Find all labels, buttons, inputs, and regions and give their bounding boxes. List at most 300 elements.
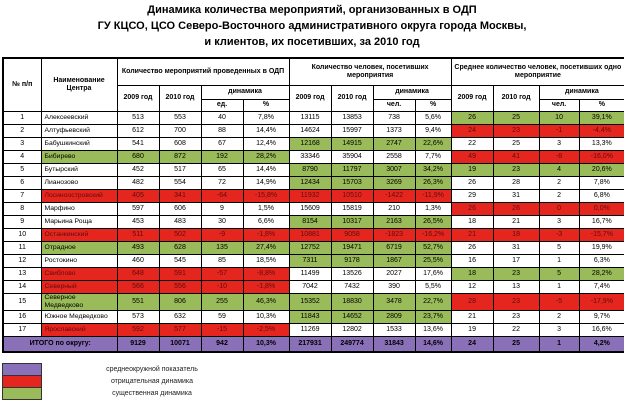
total-cell-c4: 10,3%	[243, 336, 289, 352]
total-cell-c8: 14,6%	[415, 336, 451, 352]
total-cell-c11: 1	[539, 336, 579, 352]
table-row	[3, 177, 624, 190]
data-cell-r6c4: 14,9%	[243, 177, 289, 190]
data-cell-r5c9: 19	[451, 164, 493, 177]
data-cell-r6c11: 2	[539, 177, 579, 190]
data-cell-r10c2: 502	[159, 229, 201, 242]
data-cell-r1c12: 39,1%	[579, 112, 624, 125]
table-header	[3, 58, 624, 112]
total-cell-c3: 942	[201, 336, 243, 352]
data-cell-r16c8: 23,7%	[415, 310, 451, 323]
row-number: 12	[3, 255, 41, 268]
table-row	[3, 112, 624, 125]
data-cell-r12c8: 25,5%	[415, 255, 451, 268]
data-cell-r3c4: 12,4%	[243, 138, 289, 151]
data-cell-r8c9: 26	[451, 203, 493, 216]
data-cell-r7c11: 2	[539, 190, 579, 203]
data-cell-r13c6: 13526	[331, 268, 373, 281]
legend-label: среднеокружной показатель	[106, 366, 198, 373]
data-cell-r2c1: 612	[117, 125, 159, 138]
data-cell-r2c7: 1373	[373, 125, 415, 138]
data-cell-r10c12: -15,7%	[579, 229, 624, 242]
page-title	[0, 0, 624, 51]
data-cell-r5c5: 8790	[289, 164, 331, 177]
center-name: Алтуфьевский	[41, 125, 117, 138]
table-row	[3, 281, 624, 294]
data-cell-r16c2: 632	[159, 310, 201, 323]
data-cell-r1c7: 738	[373, 112, 415, 125]
legend	[2, 364, 402, 400]
row-number: 1	[3, 112, 41, 125]
total-cell-c10: 25	[493, 336, 539, 352]
data-cell-r6c10: 28	[493, 177, 539, 190]
data-cell-r13c11: 5	[539, 268, 579, 281]
table-row	[3, 138, 624, 151]
data-cell-r6c3: 72	[201, 177, 243, 190]
data-cell-r15c6: 18830	[331, 294, 373, 311]
data-cell-r12c4: 18,5%	[243, 255, 289, 268]
data-cell-r15c2: 806	[159, 294, 201, 311]
data-cell-r12c12: 6,3%	[579, 255, 624, 268]
table-row	[3, 323, 624, 336]
row-number: 11	[3, 242, 41, 255]
report-table	[2, 57, 624, 353]
header-visitors-pct: %	[415, 100, 451, 112]
header-events-2009: 2009 год	[117, 86, 159, 112]
header-visitors-2009: 2009 год	[289, 86, 331, 112]
data-cell-r11c7: 6719	[373, 242, 415, 255]
data-cell-r4c10: 41	[493, 151, 539, 164]
data-cell-r2c3: 88	[201, 125, 243, 138]
table-row	[3, 268, 624, 281]
data-cell-r15c7: 3478	[373, 294, 415, 311]
data-cell-r14c4: -1,8%	[243, 281, 289, 294]
header-events-pct: %	[243, 100, 289, 112]
data-cell-r8c3: 9	[201, 203, 243, 216]
data-cell-r3c11: 3	[539, 138, 579, 151]
data-cell-r15c3: 255	[201, 294, 243, 311]
data-cell-r11c2: 628	[159, 242, 201, 255]
data-cell-r8c4: 1,5%	[243, 203, 289, 216]
data-cell-r8c2: 606	[159, 203, 201, 216]
data-cell-r12c11: 1	[539, 255, 579, 268]
center-name: Марфино	[41, 203, 117, 216]
header-events-unit: ед.	[201, 100, 243, 112]
data-cell-r7c4: -15,8%	[243, 190, 289, 203]
row-number: 9	[3, 216, 41, 229]
data-cell-r1c2: 553	[159, 112, 201, 125]
center-name: Ростокино	[41, 255, 117, 268]
legend-swatch-green	[2, 387, 42, 400]
header-average-2010: 2010 год	[493, 86, 539, 112]
data-cell-r1c3: 40	[201, 112, 243, 125]
data-cell-r4c11: -8	[539, 151, 579, 164]
data-cell-r13c5: 11499	[289, 268, 331, 281]
data-cell-r14c2: 556	[159, 281, 201, 294]
data-cell-r13c12: 28,2%	[579, 268, 624, 281]
total-cell-c1: 9129	[117, 336, 159, 352]
data-cell-r16c11: 2	[539, 310, 579, 323]
data-cell-r9c5: 8154	[289, 216, 331, 229]
data-cell-r9c4: 6,6%	[243, 216, 289, 229]
center-name: Бабушкинский	[41, 138, 117, 151]
data-cell-r15c4: 46,3%	[243, 294, 289, 311]
table-row	[3, 242, 624, 255]
data-cell-r10c4: -1,8%	[243, 229, 289, 242]
data-cell-r8c6: 15819	[331, 203, 373, 216]
header-average-unit: чел.	[539, 100, 579, 112]
total-row	[3, 336, 624, 352]
center-name: Свиблово	[41, 268, 117, 281]
data-cell-r9c7: 2163	[373, 216, 415, 229]
data-cell-r13c7: 2027	[373, 268, 415, 281]
row-number: 4	[3, 151, 41, 164]
data-cell-r8c10: 26	[493, 203, 539, 216]
data-cell-r10c6: 9058	[331, 229, 373, 242]
center-name: Северное Медведково	[41, 294, 117, 311]
total-cell-c5: 217931	[289, 336, 331, 352]
data-cell-r6c12: 7,8%	[579, 177, 624, 190]
data-cell-r16c12: 9,7%	[579, 310, 624, 323]
table-row	[3, 190, 624, 203]
header-events-2010: 2010 год	[159, 86, 201, 112]
data-cell-r16c4: 10,3%	[243, 310, 289, 323]
data-cell-r17c10: 22	[493, 323, 539, 336]
data-cell-r4c4: 28,2%	[243, 151, 289, 164]
total-cell-c9: 24	[451, 336, 493, 352]
data-cell-r2c8: 9,4%	[415, 125, 451, 138]
table-row	[3, 255, 624, 268]
legend-label: существенная динамика	[112, 390, 192, 397]
data-cell-r17c2: 577	[159, 323, 201, 336]
data-cell-r9c3: 30	[201, 216, 243, 229]
data-cell-r5c7: 3007	[373, 164, 415, 177]
data-cell-r10c7: -1823	[373, 229, 415, 242]
data-cell-r5c2: 517	[159, 164, 201, 177]
data-cell-r2c9: 24	[451, 125, 493, 138]
data-cell-r14c1: 566	[117, 281, 159, 294]
data-cell-r12c1: 460	[117, 255, 159, 268]
data-cell-r16c5: 11843	[289, 310, 331, 323]
center-name: Бибирево	[41, 151, 117, 164]
data-cell-r11c10: 31	[493, 242, 539, 255]
data-cell-r10c11: -3	[539, 229, 579, 242]
data-cell-r6c1: 482	[117, 177, 159, 190]
data-cell-r9c9: 18	[451, 216, 493, 229]
data-cell-r13c4: -8,8%	[243, 268, 289, 281]
data-cell-r6c9: 26	[451, 177, 493, 190]
data-cell-r14c10: 13	[493, 281, 539, 294]
data-cell-r4c2: 872	[159, 151, 201, 164]
data-cell-r3c12: 13,3%	[579, 138, 624, 151]
data-cell-r10c5: 10881	[289, 229, 331, 242]
data-cell-r4c1: 680	[117, 151, 159, 164]
total-label: ИТОГО по округу:	[3, 336, 117, 352]
row-number: 3	[3, 138, 41, 151]
data-cell-r12c5: 7311	[289, 255, 331, 268]
row-number: 5	[3, 164, 41, 177]
data-cell-r15c8: 22,7%	[415, 294, 451, 311]
data-cell-r10c9: 21	[451, 229, 493, 242]
center-name: Северный	[41, 281, 117, 294]
total-cell-c2: 10071	[159, 336, 201, 352]
data-cell-r4c7: 2558	[373, 151, 415, 164]
row-number: 8	[3, 203, 41, 216]
center-name: Отрадное	[41, 242, 117, 255]
data-cell-r8c12: 0,0%	[579, 203, 624, 216]
data-cell-r6c2: 554	[159, 177, 201, 190]
data-cell-r11c9: 26	[451, 242, 493, 255]
data-cell-r9c8: 26,5%	[415, 216, 451, 229]
data-cell-r9c1: 453	[117, 216, 159, 229]
center-name: Южное Медведково	[41, 310, 117, 323]
data-cell-r7c10: 31	[493, 190, 539, 203]
data-cell-r7c8: -11,9%	[415, 190, 451, 203]
data-cell-r14c5: 7042	[289, 281, 331, 294]
data-cell-r5c6: 11797	[331, 164, 373, 177]
data-cell-r13c2: 591	[159, 268, 201, 281]
data-cell-r3c3: 67	[201, 138, 243, 151]
data-cell-r10c10: 18	[493, 229, 539, 242]
table-row	[3, 229, 624, 242]
data-cell-r7c3: -64	[201, 190, 243, 203]
table-row	[3, 310, 624, 323]
title-line-1: Динамика количества мероприятий, организованных в ОДП	[147, 4, 477, 16]
data-cell-r9c6: 10317	[331, 216, 373, 229]
data-cell-r2c6: 15997	[331, 125, 373, 138]
data-cell-r9c11: 3	[539, 216, 579, 229]
data-cell-r1c1: 513	[117, 112, 159, 125]
header-visitors-2010: 2010 год	[331, 86, 373, 112]
center-name: Останкинский	[41, 229, 117, 242]
data-cell-r11c8: 52,7%	[415, 242, 451, 255]
data-cell-r6c7: 3269	[373, 177, 415, 190]
data-cell-r14c3: -10	[201, 281, 243, 294]
data-cell-r11c3: 135	[201, 242, 243, 255]
row-number: 13	[3, 268, 41, 281]
row-number: 7	[3, 190, 41, 203]
data-cell-r5c12: 20,6%	[579, 164, 624, 177]
data-cell-r1c10: 25	[493, 112, 539, 125]
row-number: 16	[3, 310, 41, 323]
data-cell-r13c9: 18	[451, 268, 493, 281]
header-events-dynamics: динамика	[201, 86, 289, 100]
data-cell-r16c6: 14652	[331, 310, 373, 323]
data-cell-r3c9: 22	[451, 138, 493, 151]
row-number: 17	[3, 323, 41, 336]
data-cell-r4c5: 33346	[289, 151, 331, 164]
data-cell-r7c1: 405	[117, 190, 159, 203]
data-cell-r12c7: 1867	[373, 255, 415, 268]
data-cell-r2c2: 700	[159, 125, 201, 138]
data-cell-r1c8: 5,6%	[415, 112, 451, 125]
data-cell-r17c5: 11269	[289, 323, 331, 336]
data-cell-r11c6: 19471	[331, 242, 373, 255]
data-cell-r16c1: 573	[117, 310, 159, 323]
row-number: 10	[3, 229, 41, 242]
data-cell-r11c1: 493	[117, 242, 159, 255]
data-cell-r12c10: 17	[493, 255, 539, 268]
data-cell-r6c6: 15703	[331, 177, 373, 190]
data-cell-r5c4: 14,4%	[243, 164, 289, 177]
data-cell-r4c6: 35904	[331, 151, 373, 164]
legend-item	[2, 387, 402, 400]
row-number: 14	[3, 281, 41, 294]
data-cell-r6c8: 26,3%	[415, 177, 451, 190]
data-cell-r5c10: 23	[493, 164, 539, 177]
header-num: № п/п	[3, 58, 41, 112]
data-cell-r17c12: 16,6%	[579, 323, 624, 336]
data-cell-r7c5: 11932	[289, 190, 331, 203]
data-cell-r1c6: 13853	[331, 112, 373, 125]
data-cell-r11c11: 5	[539, 242, 579, 255]
data-cell-r14c6: 7432	[331, 281, 373, 294]
data-cell-r17c11: 3	[539, 323, 579, 336]
data-cell-r15c10: 23	[493, 294, 539, 311]
data-cell-r14c11: 1	[539, 281, 579, 294]
data-cell-r14c8: 5,5%	[415, 281, 451, 294]
data-cell-r16c10: 23	[493, 310, 539, 323]
data-cell-r11c5: 12752	[289, 242, 331, 255]
table-body	[3, 112, 624, 352]
data-cell-r7c7: -1422	[373, 190, 415, 203]
data-cell-r7c6: 10510	[331, 190, 373, 203]
data-cell-r5c11: 4	[539, 164, 579, 177]
data-cell-r4c3: 192	[201, 151, 243, 164]
table-row	[3, 294, 624, 311]
header-visitors-dynamics: динамика	[373, 86, 451, 100]
data-cell-r8c11: 0	[539, 203, 579, 216]
data-cell-r16c9: 21	[451, 310, 493, 323]
data-cell-r9c10: 21	[493, 216, 539, 229]
header-center-name: Наименование Центра	[41, 58, 117, 112]
data-cell-r6c5: 12434	[289, 177, 331, 190]
data-cell-r8c7: 210	[373, 203, 415, 216]
data-cell-r14c7: 390	[373, 281, 415, 294]
center-name: Лианозово	[41, 177, 117, 190]
data-cell-r3c1: 541	[117, 138, 159, 151]
row-number: 6	[3, 177, 41, 190]
data-cell-r2c5: 14624	[289, 125, 331, 138]
data-cell-r8c8: 1,3%	[415, 203, 451, 216]
data-cell-r4c8: 7,7%	[415, 151, 451, 164]
data-cell-r12c3: 85	[201, 255, 243, 268]
legend-label: отрицательная динамика	[110, 378, 194, 385]
data-cell-r7c12: 6,8%	[579, 190, 624, 203]
data-cell-r5c8: 34,2%	[415, 164, 451, 177]
center-name: Ярославский	[41, 323, 117, 336]
data-cell-r5c3: 65	[201, 164, 243, 177]
row-number: 2	[3, 125, 41, 138]
data-cell-r15c1: 551	[117, 294, 159, 311]
data-cell-r13c3: -57	[201, 268, 243, 281]
data-cell-r12c6: 9178	[331, 255, 373, 268]
data-cell-r16c3: 59	[201, 310, 243, 323]
title-line-3: и клиентов, их посетивших, за 2010 год	[204, 35, 420, 48]
data-cell-r7c9: 29	[451, 190, 493, 203]
data-cell-r10c1: 511	[117, 229, 159, 242]
data-cell-r3c5: 12168	[289, 138, 331, 151]
data-cell-r16c7: 2809	[373, 310, 415, 323]
data-cell-r17c4: -2,5%	[243, 323, 289, 336]
total-cell-c12: 4,2%	[579, 336, 624, 352]
title-line-2: ГУ КЦСО, ЦСО Северо-Восточного административного округа города Москвы,	[97, 19, 527, 32]
data-cell-r3c7: 2747	[373, 138, 415, 151]
data-cell-r4c9: 49	[451, 151, 493, 164]
data-cell-r17c6: 12802	[331, 323, 373, 336]
table-row	[3, 151, 624, 164]
data-cell-r17c7: 1533	[373, 323, 415, 336]
data-cell-r4c12: -16,0%	[579, 151, 624, 164]
data-cell-r11c4: 27,4%	[243, 242, 289, 255]
data-cell-r3c10: 25	[493, 138, 539, 151]
data-cell-r2c12: -4,4%	[579, 125, 624, 138]
row-number: 15	[3, 294, 41, 311]
table-row	[3, 216, 624, 229]
center-name: Алексеевский	[41, 112, 117, 125]
data-cell-r15c5: 15352	[289, 294, 331, 311]
data-cell-r8c1: 597	[117, 203, 159, 216]
table-row	[3, 125, 624, 138]
center-name: Марьина Роща	[41, 216, 117, 229]
data-cell-r11c12: 19,9%	[579, 242, 624, 255]
data-cell-r17c3: -15	[201, 323, 243, 336]
data-cell-r13c8: 17,6%	[415, 268, 451, 281]
header-group-events: Количество мероприятий проведенных в ОДП	[117, 58, 289, 86]
data-cell-r3c8: 22,6%	[415, 138, 451, 151]
data-cell-r15c9: 28	[451, 294, 493, 311]
data-cell-r13c1: 648	[117, 268, 159, 281]
data-cell-r12c2: 545	[159, 255, 201, 268]
header-average-pct: %	[579, 100, 624, 112]
data-cell-r10c3: -9	[201, 229, 243, 242]
data-cell-r1c5: 13115	[289, 112, 331, 125]
total-cell-c6: 249774	[331, 336, 373, 352]
data-cell-r2c11: -1	[539, 125, 579, 138]
data-cell-r17c8: 13,6%	[415, 323, 451, 336]
total-cell-c7: 31843	[373, 336, 415, 352]
header-average-2009: 2009 год	[451, 86, 493, 112]
data-cell-r9c12: 16,7%	[579, 216, 624, 229]
header-visitors-unit: чел.	[373, 100, 415, 112]
data-cell-r2c10: 23	[493, 125, 539, 138]
data-cell-r17c9: 19	[451, 323, 493, 336]
data-cell-r9c2: 483	[159, 216, 201, 229]
data-cell-r15c12: -17,9%	[579, 294, 624, 311]
center-name: Бутырский	[41, 164, 117, 177]
data-cell-r13c10: 23	[493, 268, 539, 281]
header-group-average: Среднее количество человек, посетивших одно мероприятие	[451, 58, 624, 86]
table-row	[3, 203, 624, 216]
data-cell-r8c5: 15609	[289, 203, 331, 216]
table-row	[3, 164, 624, 177]
data-cell-r3c2: 608	[159, 138, 201, 151]
center-name: Лосиноостровский	[41, 190, 117, 203]
header-group-visitors: Количество человек, посетивших мероприятия	[289, 58, 451, 86]
data-cell-r10c8: -16,2%	[415, 229, 451, 242]
data-cell-r14c9: 12	[451, 281, 493, 294]
header-average-dynamics: динамика	[539, 86, 624, 100]
data-cell-r15c11: -5	[539, 294, 579, 311]
data-cell-r3c6: 14915	[331, 138, 373, 151]
data-cell-r12c9: 16	[451, 255, 493, 268]
data-cell-r5c1: 452	[117, 164, 159, 177]
data-cell-r14c12: 7,4%	[579, 281, 624, 294]
data-cell-r7c2: 341	[159, 190, 201, 203]
data-cell-r17c1: 592	[117, 323, 159, 336]
data-cell-r1c11: 10	[539, 112, 579, 125]
data-cell-r1c9: 26	[451, 112, 493, 125]
